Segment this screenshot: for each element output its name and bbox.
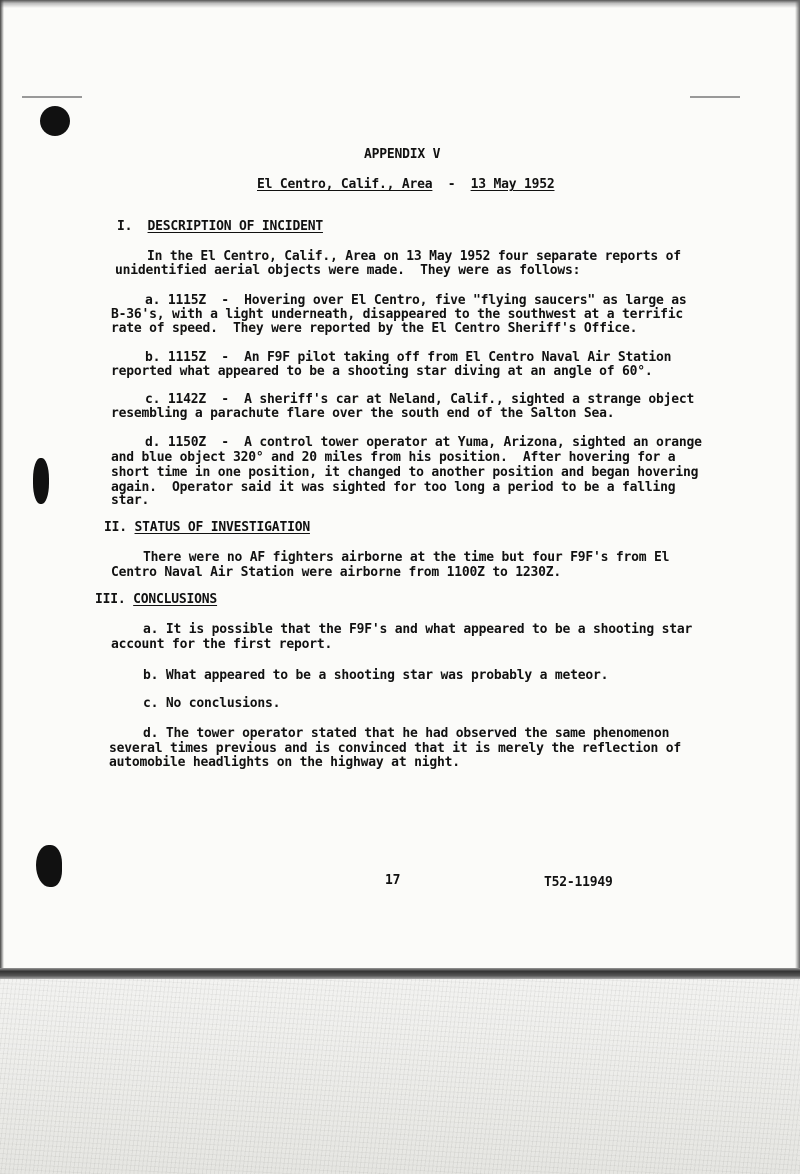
scan-edge-right (795, 0, 800, 980)
list-item-line (143, 623, 692, 638)
item-text: 1150Z - A control tower operator at Yuma, Arizona, sighted an orange (167, 435, 702, 450)
item-letter: a. (143, 622, 159, 637)
appendix-title: APPENDIX V (364, 147, 441, 162)
item-letter: a. (145, 293, 161, 308)
list-item-line (143, 727, 669, 742)
list-item-line: reported what appeared to be a shooting star diving at an angle of 60°. (111, 364, 653, 379)
paragraph-line: In the El Centro, Calif., Area on 13 May 1952 four separate reports of (147, 249, 681, 264)
item-letter: d. (145, 435, 161, 450)
list-item-line: again. Operator said it was sighted for too long a period to be a falling (111, 480, 676, 495)
section-numeral: III. (95, 592, 126, 607)
page-number: 17 (385, 873, 401, 888)
scan-background-noise (0, 979, 800, 1174)
scan-smudge (22, 96, 82, 98)
section-heading (117, 220, 323, 235)
list-item-line (143, 669, 608, 684)
paragraph-line: There were no AF fighters airborne at the time but four F9F's from El (143, 550, 670, 565)
list-item-line: automobile headlights on the highway at night. (109, 755, 460, 770)
scan-edge-top (0, 0, 800, 8)
list-item-line (145, 436, 702, 451)
list-item-line: short time in one position, it changed to another position and began hovering (111, 465, 699, 480)
header-dash: - (447, 177, 456, 192)
section-numeral: II. (104, 520, 127, 535)
list-item-line: and blue object 320° and 20 miles from his position. After hovering for a (111, 450, 676, 465)
section-heading (95, 593, 217, 608)
punch-hole (36, 845, 62, 887)
item-text: It is possible that the F9F's and what appeared to be a shooting star (165, 622, 693, 637)
list-item-line: account for the first report. (111, 637, 333, 652)
section-heading (104, 521, 310, 536)
item-text: 1115Z - An F9F pilot taking off from El Centro Naval Air Station (167, 350, 672, 365)
item-text: What appeared to be a shooting star was probably a meteor. (165, 668, 609, 683)
section-title: DESCRIPTION OF INCIDENT (147, 219, 323, 234)
item-letter: b. (143, 668, 159, 683)
paragraph-line: unidentified aerial objects were made. They were as follows: (115, 263, 581, 278)
list-item-line: B-36's, with a light underneath, disappeared to the southwest at a terrific (111, 307, 683, 322)
list-item-line: several times previous and is convinced that it is merely the reflection of (109, 741, 681, 756)
item-text: 1142Z - A sheriff's car at Neland, Calif., sighted a strange object (167, 392, 695, 407)
report-header (257, 178, 555, 193)
punch-hole (40, 106, 70, 136)
punch-hole (33, 458, 49, 504)
section-title: CONCLUSIONS (133, 592, 218, 607)
date-label: 13 May 1952 (470, 177, 555, 192)
scan-bottom-edge (0, 968, 800, 979)
section-numeral: I. (117, 219, 133, 234)
item-letter: d. (143, 726, 159, 741)
list-item-line: resembling a parachute flare over the south end of the Salton Sea. (111, 406, 615, 421)
paragraph-line: Centro Naval Air Station were airborne from 1100Z to 1230Z. (111, 565, 561, 580)
item-text: No conclusions. (165, 696, 281, 711)
document-id: T52-11949 (544, 875, 613, 890)
item-letter: c. (145, 392, 161, 407)
item-text: The tower operator stated that he had observed the same phenomenon (165, 726, 670, 741)
item-text: 1115Z - Hovering over El Centro, five "flying saucers" as large as (167, 293, 687, 308)
list-item-line: star. (111, 493, 150, 508)
location-label: El Centro, Calif., Area (257, 177, 433, 192)
list-item-line (143, 697, 280, 712)
list-item-line: rate of speed. They were reported by the El Centro Sheriff's Office. (111, 321, 638, 336)
item-letter: b. (145, 350, 161, 365)
scan-smudge (690, 96, 740, 98)
item-letter: c. (143, 696, 159, 711)
section-title: STATUS OF INVESTIGATION (134, 520, 310, 535)
